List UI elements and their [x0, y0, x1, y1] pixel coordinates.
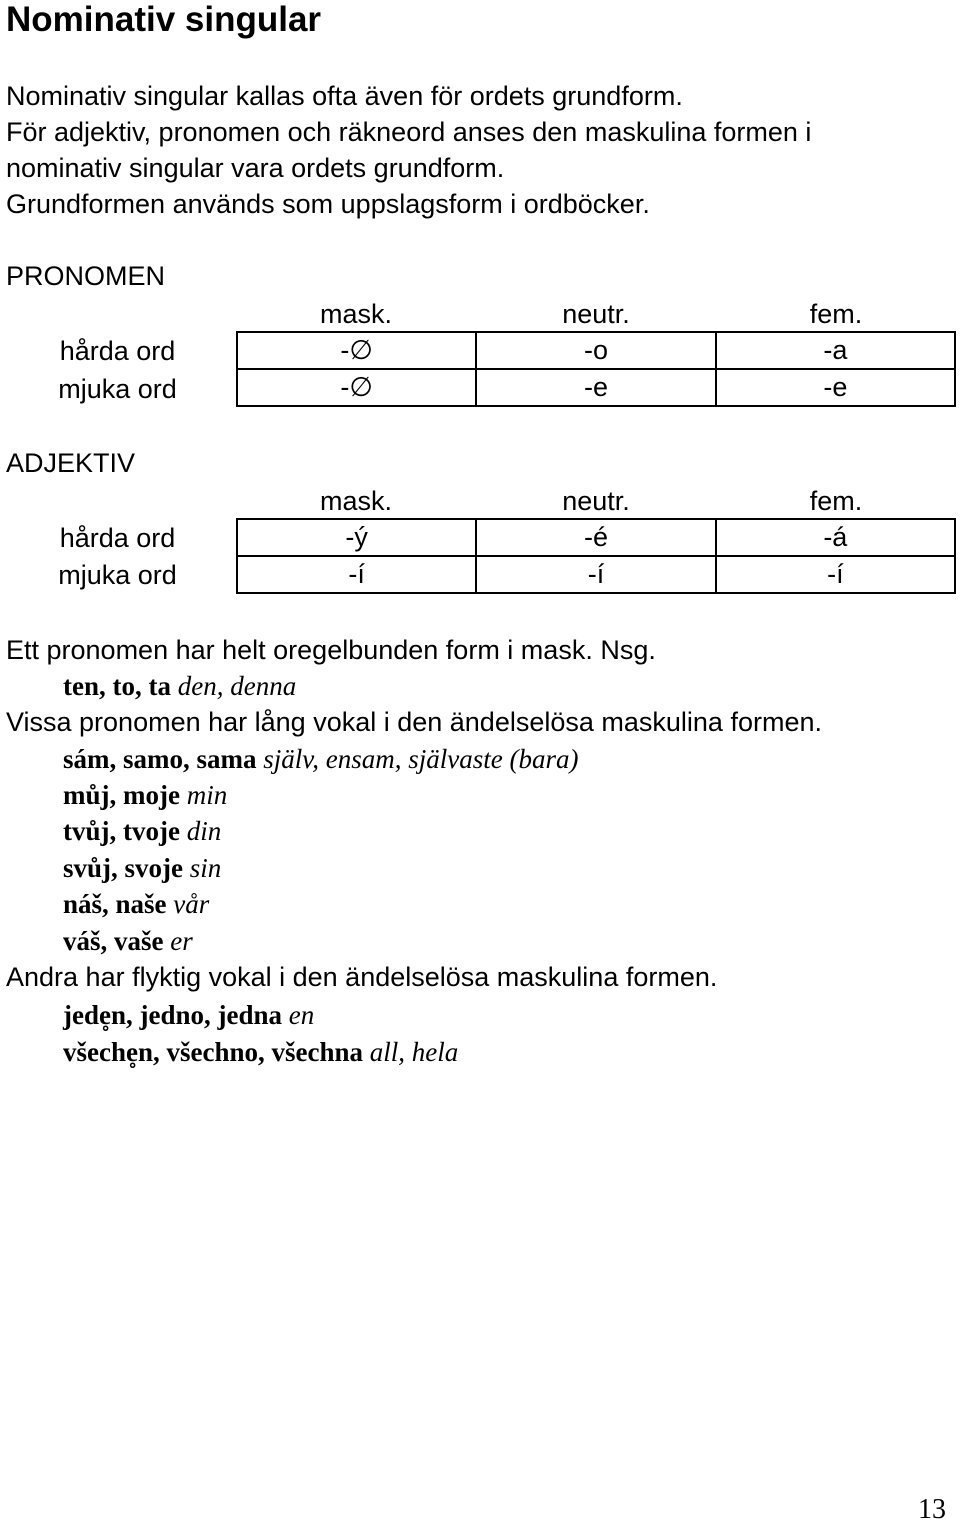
- example-line: [63, 1034, 458, 1070]
- table-cell: -a: [716, 332, 955, 369]
- note-long-vowel: Vissa pronomen har lång vokal i den ändelselösa maskulina formen.: [6, 707, 822, 737]
- table-cell: -o: [476, 332, 715, 369]
- table-row: [237, 556, 955, 593]
- intro-line: För adjektiv, pronomen och räkneord anses den maskulina formen i: [6, 117, 812, 147]
- note-irregular: Ett pronomen har helt oregelbunden form i mask. Nsg.: [6, 635, 656, 665]
- example-line: [63, 886, 209, 922]
- example-forms: náš, naše: [63, 889, 167, 919]
- example-meaning: vår: [173, 889, 210, 919]
- example-forms: tvůj, tvoje: [63, 816, 180, 846]
- example-line: [63, 668, 296, 704]
- adjektiv-col-mask: mask.: [319, 486, 392, 516]
- example-meaning: en: [288, 1000, 315, 1030]
- table-cell: -í: [716, 556, 955, 593]
- table-row: [237, 519, 955, 556]
- table-cell: -í: [237, 556, 476, 593]
- example-meaning: min: [186, 780, 228, 810]
- adjektiv-row-label: mjuka ord: [58, 560, 177, 590]
- page-title: Nominativ singular: [6, 0, 322, 39]
- intro-line: nominativ singular vara ordets grundform.: [6, 153, 505, 183]
- example-forms: jede̥n, jedno, jedna: [63, 1000, 283, 1030]
- example-meaning: din: [186, 816, 222, 846]
- table-cell: -∅: [237, 369, 476, 406]
- pronomen-table: [236, 331, 956, 407]
- example-line: [63, 777, 227, 813]
- example-forms: sám, samo, sama: [63, 744, 257, 774]
- example-forms: svůj, svoje: [63, 853, 183, 883]
- example-forms: můj, moje: [63, 780, 180, 810]
- table-cell: -e: [476, 369, 715, 406]
- intro-line: Grundformen används som uppslagsform i ordböcker.: [6, 189, 650, 219]
- example-forms: ten, to, ta: [63, 671, 171, 701]
- pronomen-col-mask: mask.: [319, 299, 392, 329]
- example-forms: váš, vaše: [63, 926, 164, 956]
- table-cell: -ý: [237, 519, 476, 556]
- example-line: [63, 741, 578, 777]
- adjektiv-col-neutr: neutr.: [562, 486, 630, 516]
- pronomen-heading: PRONOMEN: [6, 261, 166, 291]
- example-meaning: er: [170, 926, 193, 956]
- note-mobile-vowel: Andra har flyktig vokal i den ändelselösa maskulina formen.: [6, 962, 718, 992]
- example-line: [63, 850, 221, 886]
- example-meaning: den, denna: [177, 671, 297, 701]
- table-cell: -∅: [237, 332, 476, 369]
- page-number: 13: [918, 1494, 946, 1525]
- pronomen-col-neutr: neutr.: [562, 299, 630, 329]
- adjektiv-col-fem: fem.: [809, 486, 863, 516]
- table-cell: -é: [476, 519, 715, 556]
- example-meaning: all, hela: [369, 1037, 459, 1067]
- intro-line: Nominativ singular kallas ofta även för ordets grundform.: [6, 81, 683, 111]
- example-line: [63, 813, 221, 849]
- adjektiv-row-label: hårda ord: [59, 523, 176, 553]
- table-cell: -á: [716, 519, 955, 556]
- example-meaning: själv, ensam, självaste (bara): [263, 744, 579, 774]
- example-line: [63, 997, 314, 1033]
- adjektiv-heading: ADJEKTIV: [6, 448, 136, 478]
- pronomen-row-label: mjuka ord: [58, 374, 177, 404]
- example-line: [63, 923, 193, 959]
- pronomen-col-fem: fem.: [809, 299, 863, 329]
- table-cell: -í: [476, 556, 715, 593]
- table-row: [237, 332, 955, 369]
- example-forms: všeche̥n, všechno, všechna: [63, 1037, 364, 1067]
- table-row: [237, 369, 955, 406]
- table-cell: -e: [716, 369, 955, 406]
- adjektiv-table: [236, 518, 956, 594]
- pronomen-row-label: hårda ord: [59, 336, 176, 366]
- example-meaning: sin: [189, 853, 222, 883]
